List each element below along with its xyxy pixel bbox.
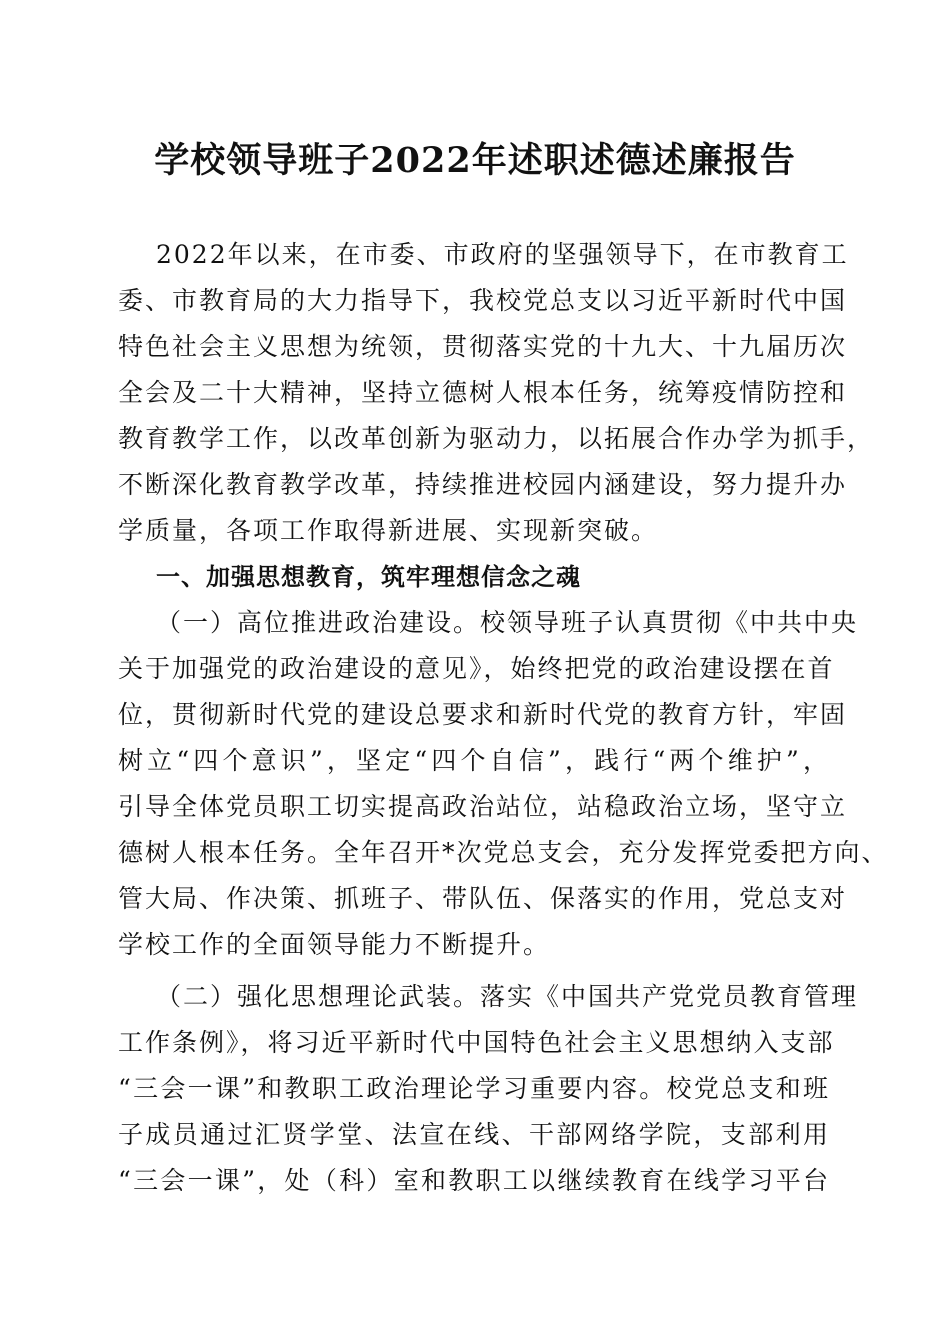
section-1-heading: 一、加强思想教育，筑牢理想信念之魂 [156, 563, 581, 591]
paragraph-1-line: 2022年以来，在市委、市政府的坚强领导下，在市教育工 [156, 240, 849, 269]
document-body [118, 232, 889, 1204]
paragraph-1-line: 委、市教育局的大力指导下，我校党总支以习近平新时代中国 [118, 286, 848, 315]
paragraph-2-line: 关于加强党的政治建设的意见》，始终把党的政治建设摆在首 [118, 654, 835, 683]
paragraph-3-line: 工作条例》，将习近平新时代中国特色社会主义思想纳入支部 [118, 1028, 835, 1057]
paragraph-2-line: 树立“四个意识”，坚定“四个自信”，践行“两个维护”， [118, 746, 830, 775]
paragraph-3-line: “三会一课”，处（科）室和教职工以继续教育在线学习平台 [118, 1166, 830, 1195]
paragraph-1-line: 全会及二十大精神，坚持立德树人根本任务，统筹疫情防控和 [118, 378, 848, 407]
paragraph-3-line: “三会一课”和教职工政治理论学习重要内容。校党总支和班 [118, 1074, 830, 1103]
paragraph-2-line: （一）高位推进政治建设。校领导班子认真贯彻《中共中央 [156, 608, 859, 637]
paragraph-1-line: 不断深化教育教学改革，持续推进校园内涵建设，努力提升办 [118, 470, 848, 499]
paragraph-2-line: 德树人根本任务。全年召开*次党总支会，充分发挥党委把方向、 [118, 838, 889, 867]
paragraph-1-line: 特色社会主义思想为统领，贯彻落实党的十九大、十九届历次 [118, 332, 848, 361]
paragraph-2-line: 学校工作的全面领导能力不断提升。 [118, 930, 551, 959]
paragraph-3-line: 子成员通过汇贤学堂、法宣在线、干部网络学院，支部利用 [118, 1120, 830, 1149]
paragraph-2-line: 位，贯彻新时代党的建设总要求和新时代党的教育方针，牢固 [118, 700, 848, 729]
paragraph-1-line: 教育教学工作，以改革创新为驱动力，以拓展合作办学为抓手， [118, 424, 875, 453]
paragraph-2-line: 引导全体党员职工切实提高政治站位，站稳政治立场，坚守立 [118, 792, 848, 821]
paragraph-1-line: 学质量，各项工作取得新进展、实现新突破。 [118, 516, 659, 545]
paragraph-2-line: 管大局、作决策、抓班子、带队伍、保落实的作用，党总支对 [118, 884, 848, 913]
paragraph-3-line: （二）强化思想理论武装。落实《中国共产党党员教育管理 [156, 982, 859, 1011]
document-title: 学校领导班子2022年述职述德述廉报告 [154, 140, 796, 181]
